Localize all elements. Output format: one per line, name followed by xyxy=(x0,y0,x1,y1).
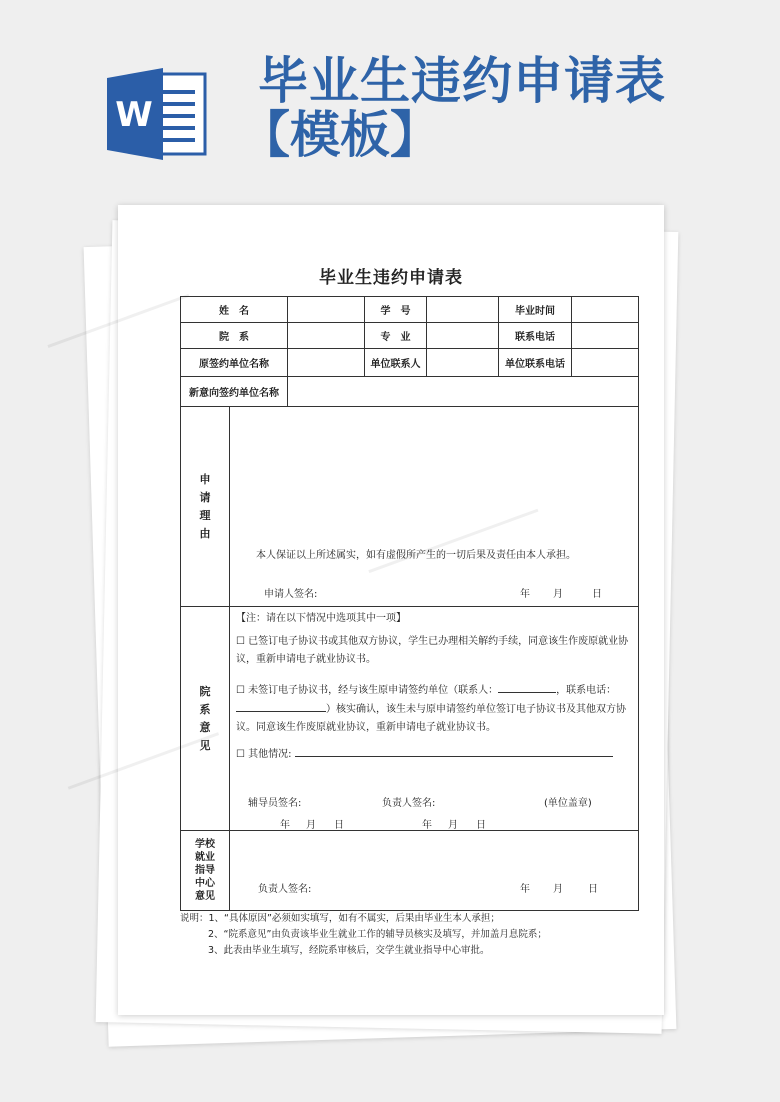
reason-cell[interactable] xyxy=(230,407,639,607)
date-month: 月 xyxy=(553,884,563,895)
applicant-signature-label: 申请人签名: xyxy=(264,589,318,600)
table-row xyxy=(181,407,639,607)
reason-label: 申 请 理 由 xyxy=(181,407,230,607)
leader-signature-label: 负责人签名: xyxy=(382,798,436,809)
option-2 xyxy=(236,681,636,737)
department-field[interactable] xyxy=(288,323,365,349)
unit-phone-field[interactable] xyxy=(572,349,639,377)
major-label: 专 业 xyxy=(365,323,427,349)
date-day: 日 xyxy=(476,820,486,831)
department-label: 院 系 xyxy=(181,323,288,349)
option-3-text: 其他情况: xyxy=(248,749,292,760)
date-year: 年 xyxy=(520,589,530,600)
page-title: 毕业生违约申请表 xyxy=(258,51,666,110)
date-day: 日 xyxy=(588,884,598,895)
date-day: 日 xyxy=(592,589,602,600)
center-opinion-cell[interactable] xyxy=(230,831,639,911)
phone-blank[interactable] xyxy=(236,700,326,712)
date-year: 年 xyxy=(520,884,530,895)
option-2-text-c: ）核实确认，该生未与原申请签约单位签订电子协议书及其他双方协议。同意该生作废原就业协议，重新申请电子就业协议书。 xyxy=(236,704,626,733)
other-situation-blank[interactable] xyxy=(295,745,613,757)
table-row xyxy=(181,349,639,377)
opinion-label: 院 系 意 见 xyxy=(181,607,230,831)
date-day: 日 xyxy=(334,820,344,831)
note-line: 3、此表由毕业生填写，经院系审核后，交学生就业指导中心审批。 xyxy=(208,945,490,956)
table-row xyxy=(181,297,639,323)
note-line: 2、“院系意见”由负责该毕业生就业工作的辅导员核实及填写，并加盖月息院系； xyxy=(208,929,547,940)
student-id-label: 学 号 xyxy=(365,297,427,323)
center-signature-label: 负责人签名: xyxy=(258,884,312,895)
grad-time-field[interactable] xyxy=(572,297,639,323)
contact-blank[interactable] xyxy=(498,681,556,693)
option-1-text: 已签订电子协议书或其他双方协议，学生已办理相关解约手续，同意该生作废原就业协议，重新申请电子就业协议书。 xyxy=(236,636,629,665)
table-row xyxy=(181,607,639,831)
phone-field[interactable] xyxy=(572,323,639,349)
center-opinion-label: 学校 就业 指导 中心 意见 xyxy=(181,831,230,911)
checkbox-icon[interactable]: ☐ xyxy=(236,685,245,696)
checkbox-icon[interactable]: ☐ xyxy=(236,749,245,760)
opinion-note: 【注：请在以下情况中选项其中一项】 xyxy=(236,613,406,624)
form-title: 毕业生违约申请表 xyxy=(319,268,463,288)
new-unit-field[interactable] xyxy=(288,377,639,407)
option-2-text-b: ，联系电话： xyxy=(556,685,617,696)
date-month: 月 xyxy=(553,589,563,600)
date-month: 月 xyxy=(448,820,458,831)
name-field[interactable] xyxy=(288,297,365,323)
document-page xyxy=(118,205,664,1015)
orig-unit-field[interactable] xyxy=(288,349,365,377)
option-2-text-a: 未签订电子协议书，经与该生原申请签约单位（联系人： xyxy=(248,685,499,696)
phone-label: 联系电话 xyxy=(499,323,572,349)
word-document-icon xyxy=(107,68,207,160)
pledge-text: 本人保证以上所述属实，如有虚假所产生的一切后果及责任由本人承担。 xyxy=(256,550,576,561)
form-notes xyxy=(180,911,547,959)
orig-unit-label: 原签约单位名称 xyxy=(181,349,288,377)
table-row xyxy=(181,831,639,911)
date-month: 月 xyxy=(306,820,316,831)
table-row xyxy=(181,377,639,407)
major-field[interactable] xyxy=(427,323,499,349)
application-form-table xyxy=(180,296,639,911)
table-row xyxy=(181,323,639,349)
date-year: 年 xyxy=(422,820,432,831)
counselor-signature-label: 辅导员签名: xyxy=(248,798,302,809)
checkbox-icon[interactable]: ☐ xyxy=(236,636,245,647)
new-unit-label: 新意向签约单位名称 xyxy=(181,377,288,407)
unit-contact-label: 单位联系人 xyxy=(365,349,427,377)
student-id-field[interactable] xyxy=(427,297,499,323)
option-1 xyxy=(236,633,634,669)
note-line: 说明：1、“具体原因”必须如实填写，如有不属实，后果由毕业生本人承担； xyxy=(180,913,500,924)
logo-letter: W xyxy=(115,95,153,135)
page-subtitle: 【模板】 xyxy=(240,105,440,164)
unit-contact-field[interactable] xyxy=(427,349,499,377)
seal-label: (单位盖章) xyxy=(544,798,592,809)
name-label: 姓 名 xyxy=(181,297,288,323)
grad-time-label: 毕业时间 xyxy=(499,297,572,323)
option-3 xyxy=(236,745,613,760)
opinion-cell xyxy=(230,607,639,831)
date-year: 年 xyxy=(280,820,290,831)
unit-phone-label: 单位联系电话 xyxy=(499,349,572,377)
